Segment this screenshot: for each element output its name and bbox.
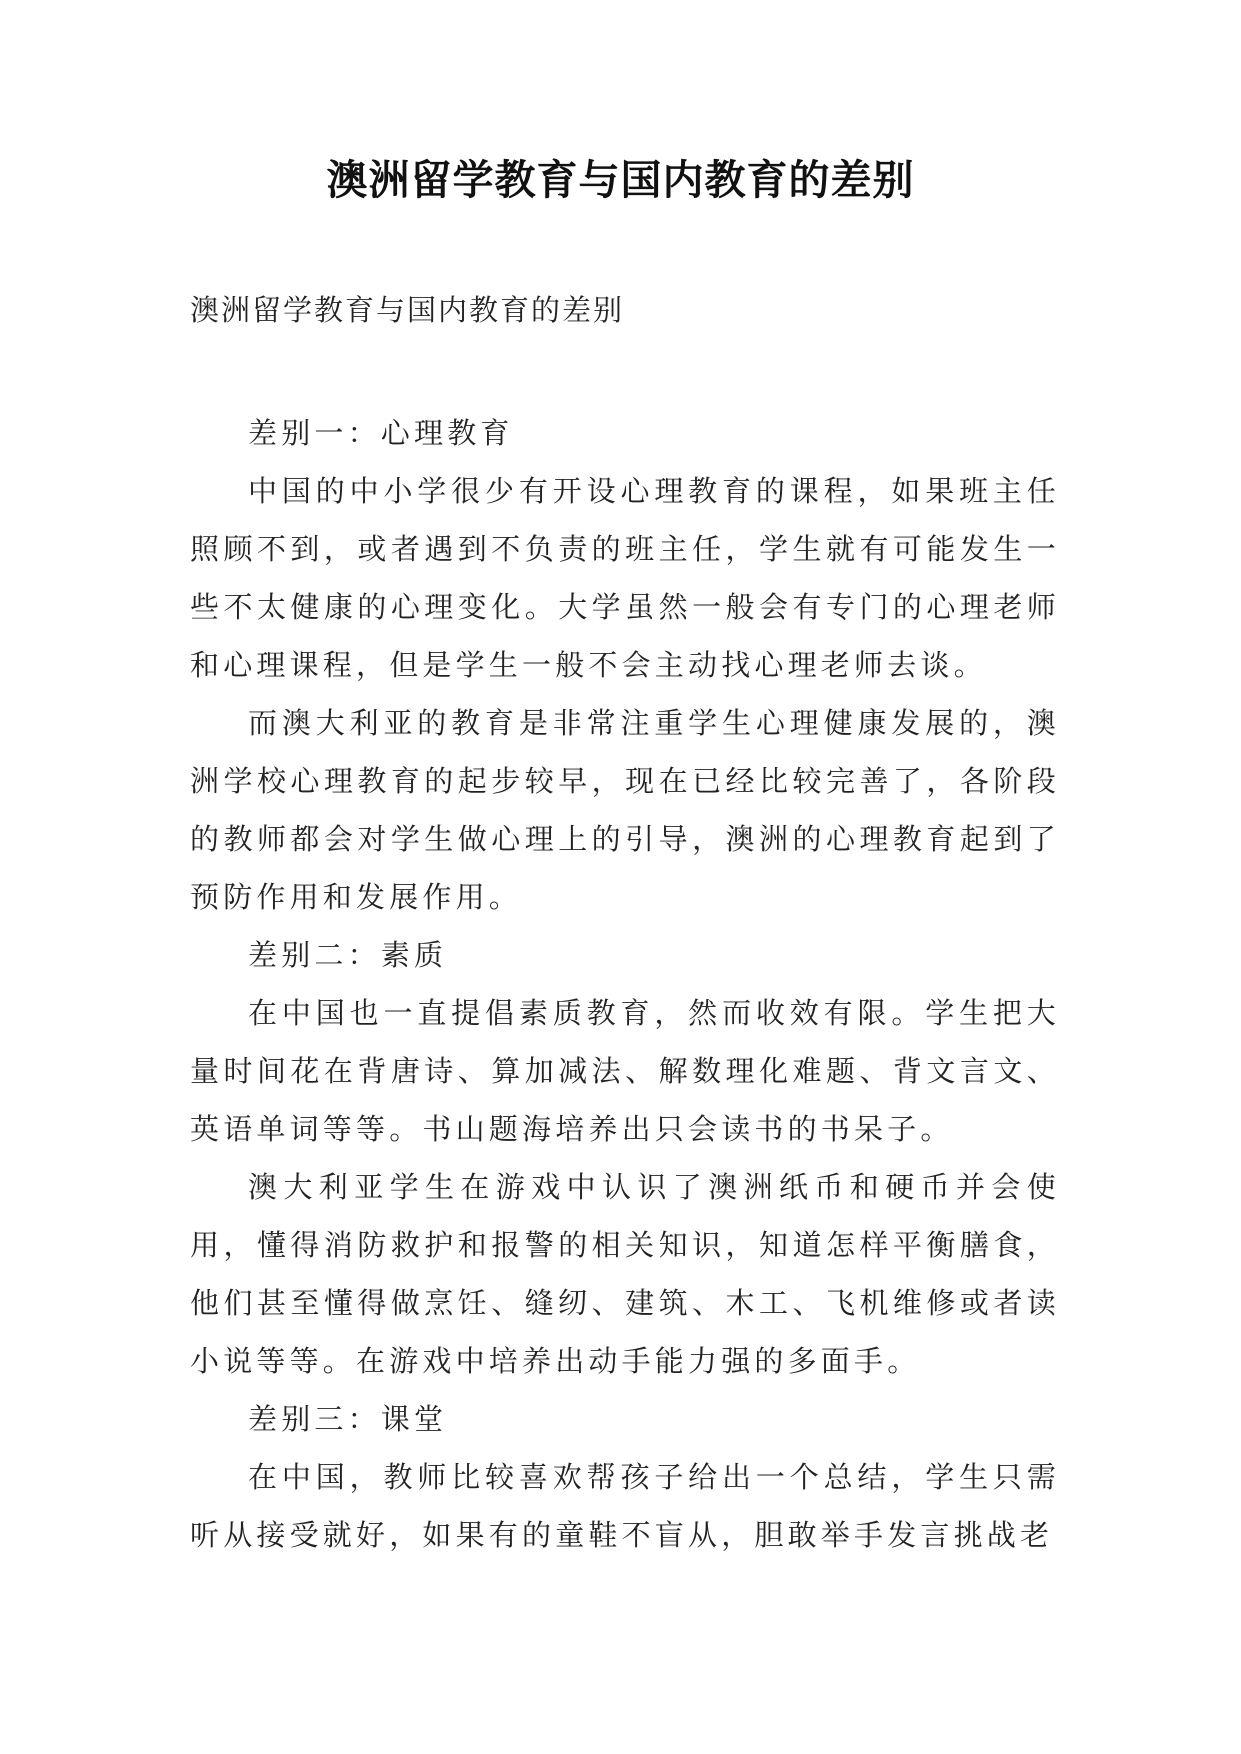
section-heading-1: 差别一：心理教育 [248, 416, 514, 450]
paragraph: 澳大利亚学生在游戏中认识了澳洲纸币和硬币并会使用，懂得消防救护和报警的相关知识，知道怎样平衡膳食，他们甚至懂得做烹饪、缝纫、建筑、木工、飞机维修或者读小说等等。在游戏中培养出动手能力强的多面手。 [190, 1170, 1060, 1378]
paragraph: 在中国，教师比较喜欢帮孩子给出一个总结，学生只需听从接受就好，如果有的童鞋不盲从，胆敢举手发言挑战老 [190, 1460, 1060, 1552]
document-title: 澳洲留学教育与国内教育的差别 [326, 156, 915, 204]
document-subtitle: 澳洲留学教育与国内教育的差别 [190, 293, 625, 327]
document-body [190, 404, 1060, 1564]
paragraph: 而澳大利亚的教育是非常注重学生心理健康发展的，澳洲学校心理教育的起步较早，现在已经比较完善了，各阶段的教师都会对学生做心理上的引导，澳洲的心理教育起到了预防作用和发展作用。 [190, 706, 1060, 914]
section-heading-2: 差别二：素质 [248, 938, 448, 972]
paragraph: 在中国也一直提倡素质教育，然而收效有限。学生把大量时间花在背唐诗、算加减法、解数理化难题、背文言文、英语单词等等。书山题海培养出只会读书的书呆子。 [190, 996, 1060, 1146]
section-heading-3: 差别三：课堂 [248, 1402, 448, 1436]
paragraph: 中国的中小学很少有开设心理教育的课程，如果班主任照顾不到，或者遇到不负责的班主任，学生就有可能发生一些不太健康的心理变化。大学虽然一般会有专门的心理老师和心理课程，但是学生一般不会主动找心理老师去谈。 [190, 474, 1060, 682]
